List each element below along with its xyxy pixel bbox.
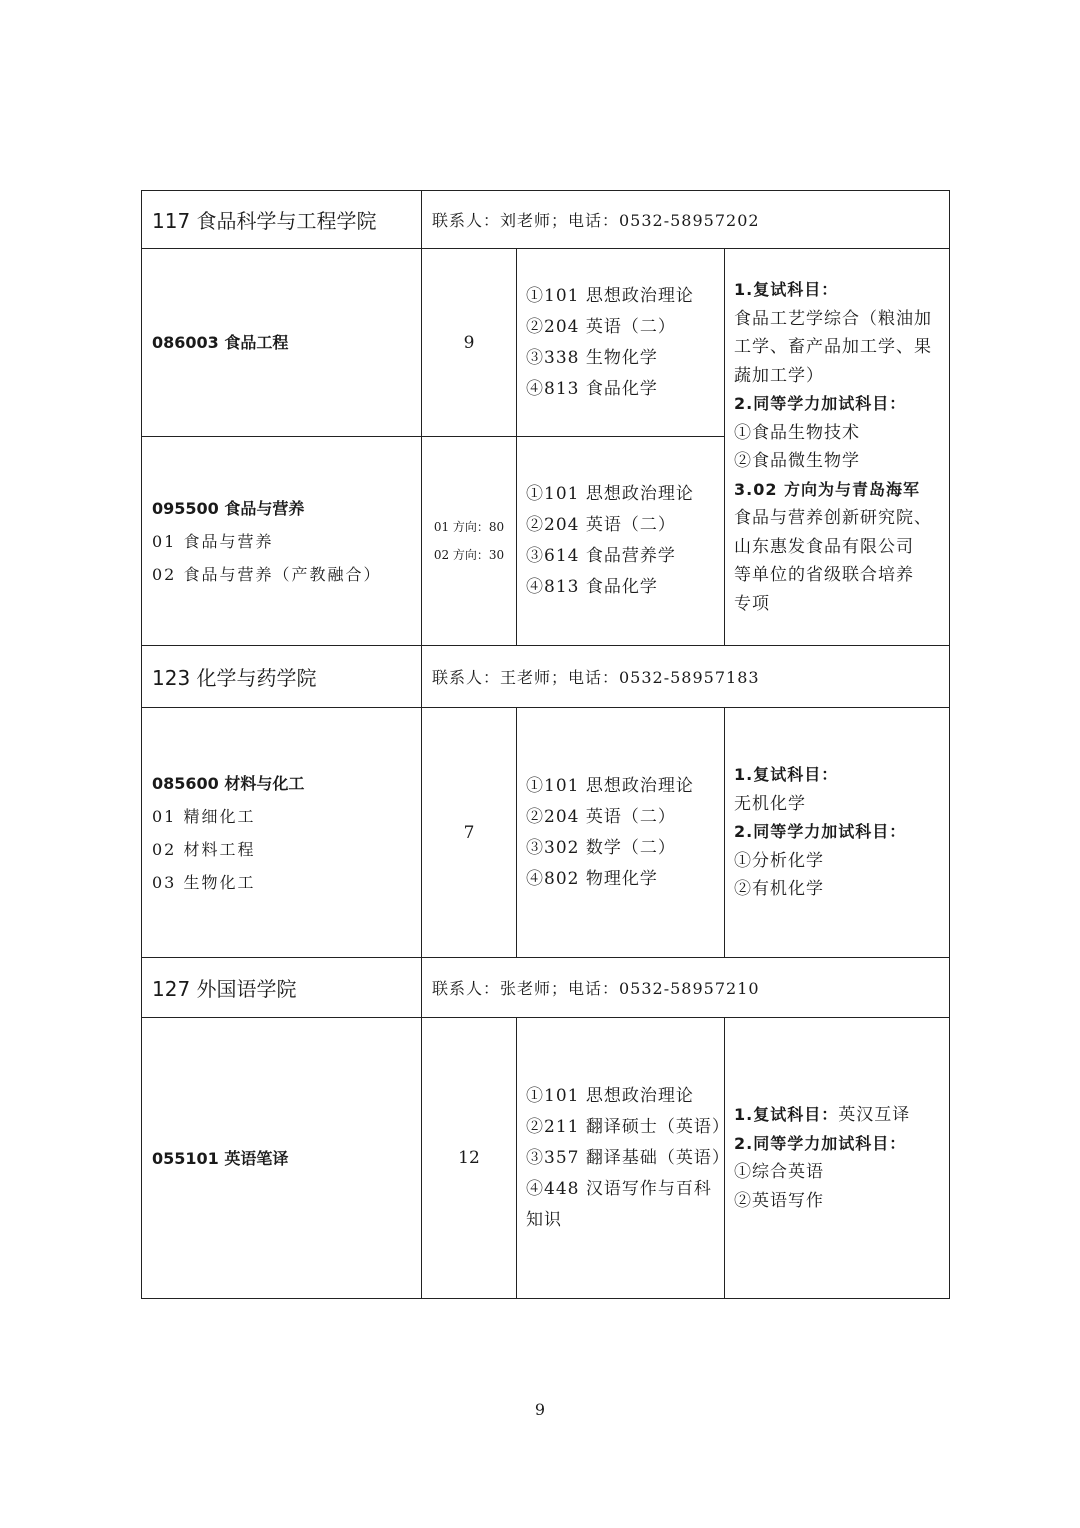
direction-count: 01 方向：80 [433, 520, 505, 534]
enrollment-count: 7 [422, 708, 517, 958]
exam-subject: ②204 英语（二） [526, 806, 676, 827]
major-title: 085600 材料与化工 [152, 773, 305, 793]
section-contact: 联系人：刘老师；电话：0532-58957202 [422, 191, 950, 249]
remark-line: 2.同等学力加试科目： [734, 822, 907, 842]
exam-subject: ④813 食品化学 [526, 378, 658, 399]
remark-line: 1.复试科目： [734, 765, 839, 785]
major-direction: 02 食品与营养（产教融合） [152, 564, 382, 584]
major-title: 095500 食品与营养 [152, 498, 305, 518]
remark-line: ①食品生物技术 [734, 422, 860, 443]
remark-line: ①综合英语 [734, 1162, 824, 1182]
remark-line: 3.02 方向为与青岛海军 [734, 479, 921, 499]
major-cell [142, 708, 422, 958]
major-title: 055101 英语笔译 [152, 1148, 289, 1168]
section-contact: 联系人：张老师；电话：0532-58957210 [422, 958, 950, 1018]
enrollment-table [141, 190, 950, 1299]
major-title: 086003 食品工程 [152, 333, 289, 352]
exam-subjects [517, 708, 725, 958]
section-header-row [142, 646, 950, 708]
exam-subject: ①101 思想政治理论 [526, 1085, 694, 1106]
exam-subject: ②211 翻译硕士（英语） [526, 1116, 730, 1137]
major-direction: 03 生物化工 [152, 872, 256, 892]
remark-heading: 1.复试科目： [734, 1105, 839, 1124]
major-cell [142, 1018, 422, 1299]
exam-subject: ③302 数学（二） [526, 837, 676, 858]
direction-count: 02 方向：30 [433, 548, 505, 562]
section-name: 117 食品科学与工程学院 [142, 191, 422, 249]
remark-line: 无机化学 [734, 793, 806, 814]
major-row [142, 708, 950, 958]
remark-line: 2.同等学力加试科目： [734, 1133, 907, 1153]
exam-subject: ①101 思想政治理论 [526, 775, 694, 796]
remark-line: 食品工艺学综合（粮油加 [734, 308, 932, 329]
section-header-row [142, 958, 950, 1018]
remark-line: ②有机化学 [734, 879, 824, 900]
exam-subject: ②204 英语（二） [526, 515, 676, 535]
section-header-row [142, 191, 950, 249]
exam-subject: ①101 思想政治理论 [526, 484, 694, 504]
remarks-cell [725, 1018, 950, 1299]
section-contact: 联系人：王老师；电话：0532-58957183 [422, 646, 950, 708]
section-name: 127 外国语学院 [142, 958, 422, 1018]
remarks-cell [725, 249, 950, 646]
remark-line: 1.复试科目： [734, 280, 839, 299]
remark-line [734, 1101, 941, 1130]
remark-line: ②食品微生物学 [734, 451, 860, 471]
enrollment-count: 9 [422, 249, 517, 437]
remark-line: 2.同等学力加试科目： [734, 394, 907, 413]
major-direction: 01 精细化工 [152, 806, 256, 826]
exam-subject: ④448 汉语写作与百科 [526, 1178, 712, 1199]
major-direction: 02 材料工程 [152, 839, 256, 859]
major-direction: 01 食品与营养 [152, 531, 274, 551]
exam-subject: ③614 食品营养学 [526, 546, 676, 566]
remark-line: 蔬加工学） [734, 365, 824, 386]
exam-subject: 知识 [526, 1209, 562, 1230]
exam-subject: ④802 物理化学 [526, 868, 658, 889]
remark-inline-text: 英汉互译 [838, 1105, 911, 1125]
remark-line: 等单位的省级联合培养 [734, 565, 914, 585]
section-name: 123 化学与药学院 [142, 646, 422, 708]
exam-subject: ④813 食品化学 [526, 577, 658, 597]
remarks-cell [725, 708, 950, 958]
major-row [142, 1018, 950, 1299]
remark-line: 工学、畜产品加工学、果 [734, 337, 932, 357]
major-cell [142, 437, 422, 646]
exam-subject: ③357 翻译基础（英语） [526, 1147, 730, 1168]
remark-line: ①分析化学 [734, 850, 824, 871]
exam-subjects [517, 1018, 730, 1299]
enrollment-count [422, 437, 517, 646]
major-row [142, 249, 950, 437]
page-number: 9 [534, 1400, 546, 1419]
exam-subject: ①101 思想政治理论 [526, 285, 694, 306]
exam-subjects [517, 437, 725, 646]
exam-subjects [517, 249, 725, 437]
remark-line: ②英语写作 [734, 1190, 824, 1211]
exam-subject: ③338 生物化学 [526, 347, 658, 368]
enrollment-count: 12 [422, 1018, 517, 1299]
remark-line: 食品与营养创新研究院、 [734, 508, 932, 528]
remark-line: 山东惠发食品有限公司 [734, 536, 914, 557]
major-cell [142, 249, 422, 437]
remark-line: 专项 [734, 593, 770, 614]
exam-subject: ②204 英语（二） [526, 316, 676, 337]
